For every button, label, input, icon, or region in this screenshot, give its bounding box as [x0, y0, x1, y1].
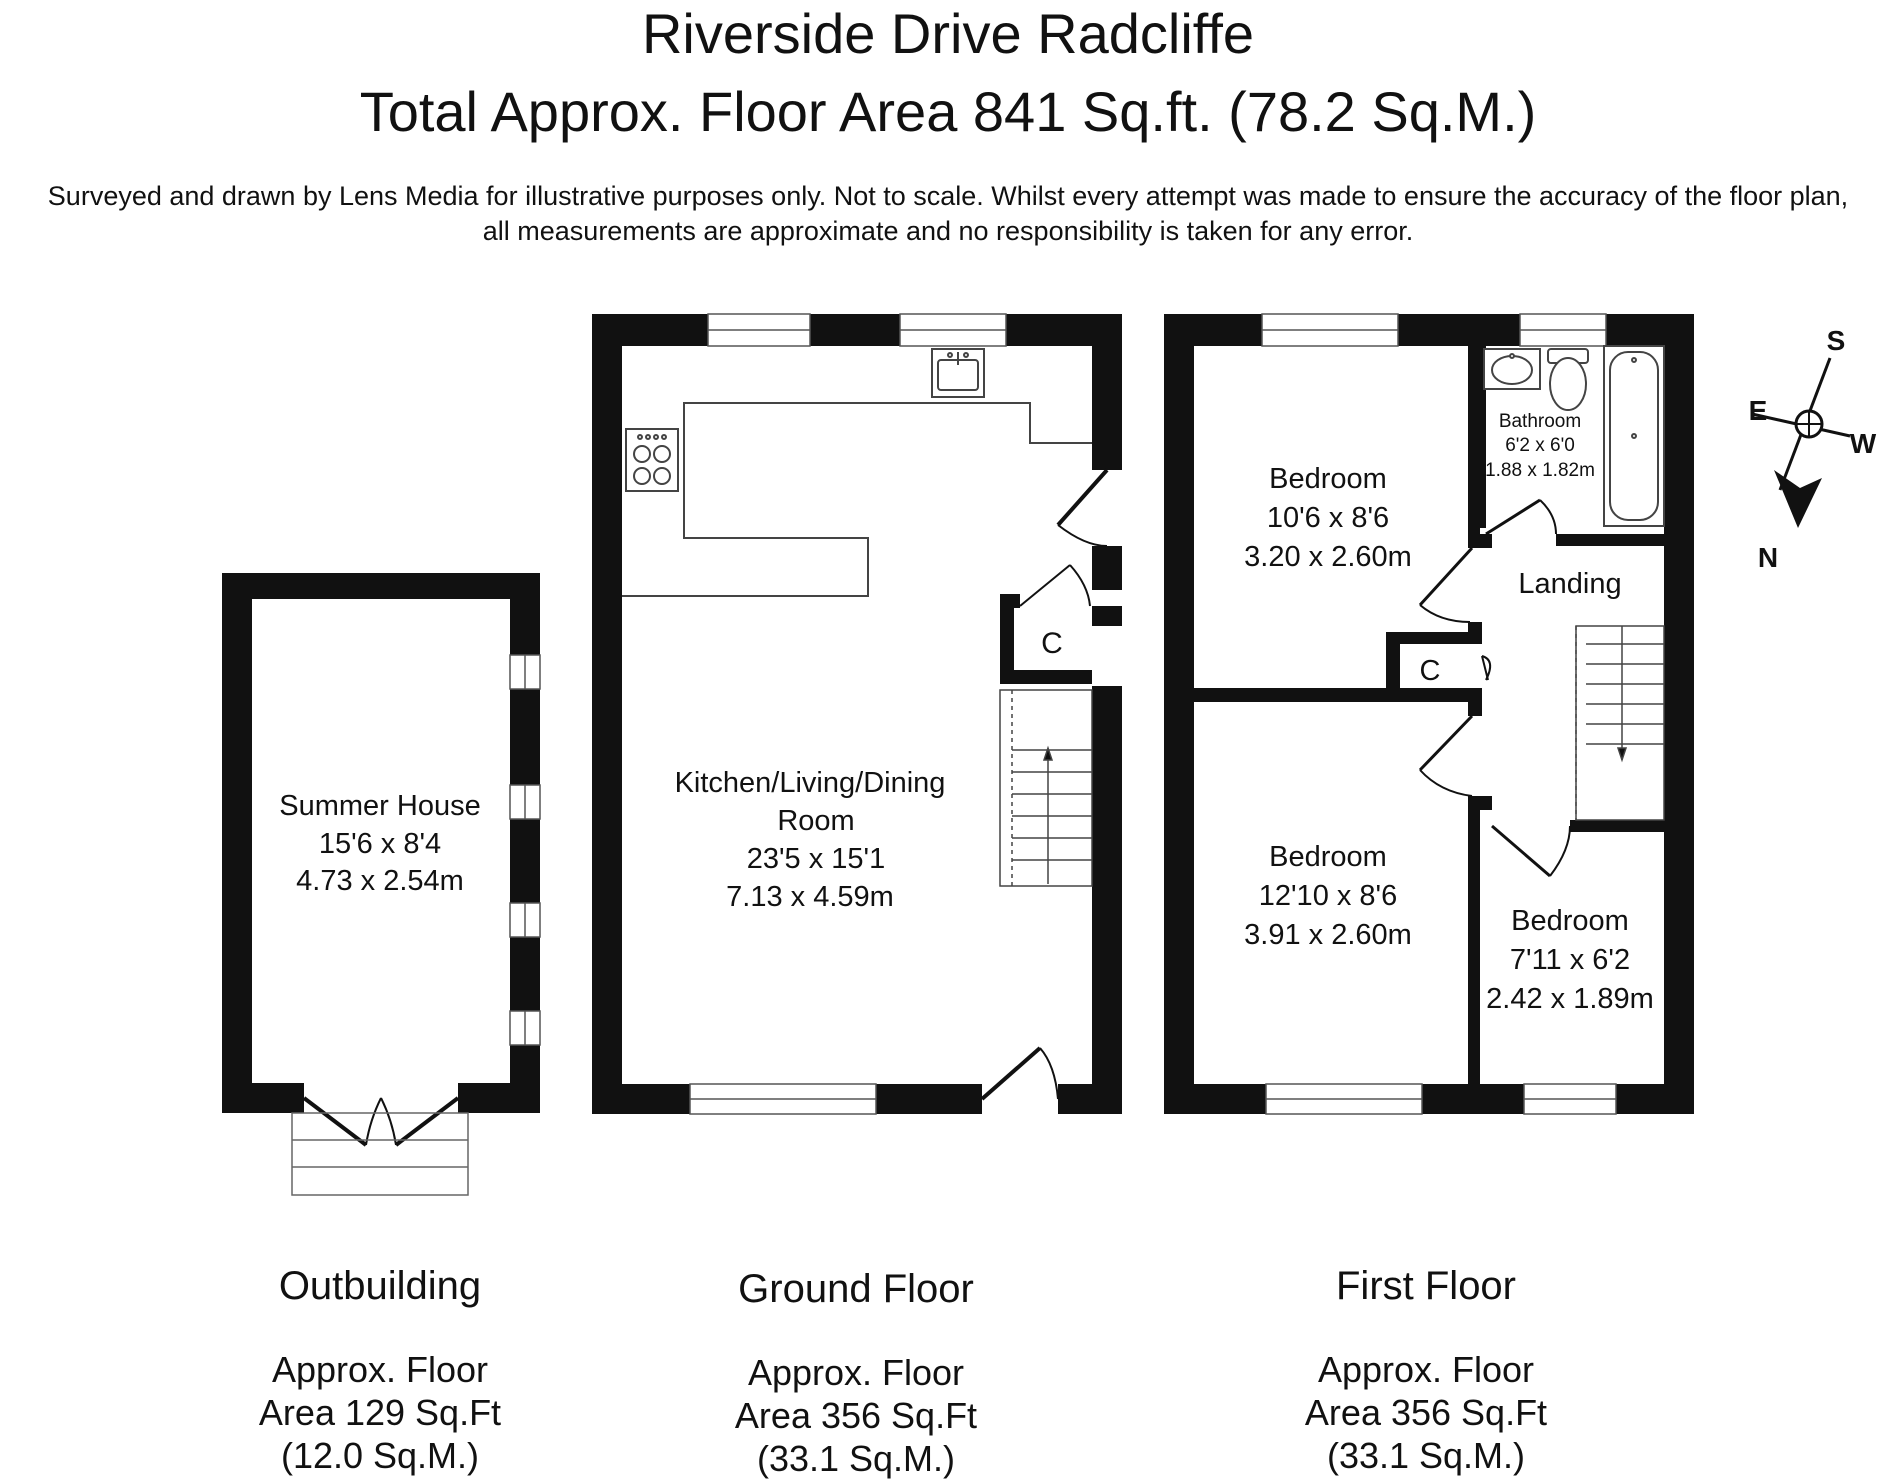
kitchen-imperial: 23'5 x 15'1: [746, 843, 886, 875]
area-line: Area 356 Sq.Ft: [734, 1395, 978, 1437]
cupboard-label: C: [1041, 627, 1063, 660]
north-arrow-icon: [1774, 470, 1822, 528]
bedroom-small-metric: 2.42 x 1.89m: [1486, 983, 1654, 1015]
toilet-icon: [1548, 349, 1588, 410]
hob-icon: [626, 429, 678, 491]
kitchen-metric: 7.13 x 4.59m: [726, 881, 894, 913]
compass-south: S: [1826, 325, 1846, 356]
outbuilding-caption: [200, 1262, 560, 1478]
bathroom-imperial: 6'2 x 6'0: [1505, 435, 1575, 456]
disclaimer-line-2: all measurements are approximate and no responsibility is taken for any error.: [482, 216, 1414, 246]
outbuilding-plan: [222, 573, 540, 1195]
sink-icon: [932, 349, 984, 397]
compass-west: W: [1849, 428, 1877, 459]
first-floor-plan: [1164, 314, 1694, 1114]
area-line: Approx. Floor: [1317, 1349, 1535, 1390]
ground-floor-caption: [676, 1265, 1036, 1481]
ground-floor-plan: [592, 314, 1122, 1114]
compass-north: N: [1757, 542, 1779, 573]
bathroom-door: [1486, 500, 1556, 534]
first-floor-caption: [1246, 1262, 1606, 1478]
window: [1520, 314, 1606, 346]
cupboard-door: [1020, 565, 1090, 606]
bedroom-small-imperial: 7'11 x 6'2: [1509, 944, 1631, 976]
window: [510, 655, 540, 689]
window: [900, 314, 1006, 346]
staircase: [1576, 626, 1664, 820]
window: [1266, 1084, 1422, 1114]
plan-title: Riverside Drive Radcliffe: [641, 2, 1255, 65]
double-door: [304, 1098, 458, 1145]
bedroom-rear-label: Bedroom: [1269, 841, 1387, 873]
bedroom-front-label: Bedroom: [1269, 463, 1387, 495]
floor-name: Ground Floor: [738, 1267, 974, 1311]
summer-house-imperial: 15'6 x 8'4: [318, 828, 442, 860]
bedroom-front-metric: 3.20 x 2.60m: [1244, 541, 1412, 573]
bedroom-door: [1492, 826, 1570, 876]
landing-label: Landing: [1518, 568, 1622, 600]
bedroom-rear-imperial: 12'10 x 8'6: [1258, 880, 1398, 912]
kitchen-worktop: [622, 403, 1092, 596]
window: [690, 1084, 876, 1114]
window: [510, 903, 540, 937]
bathroom-label: Bathroom: [1498, 411, 1582, 432]
compass-east: E: [1748, 395, 1768, 426]
summer-house-metric: 4.73 x 2.54m: [296, 865, 464, 897]
staircase: [1000, 690, 1092, 886]
window: [510, 785, 540, 819]
cupboard-door: [1482, 656, 1490, 680]
window: [708, 314, 810, 346]
side-door: [1058, 470, 1107, 546]
bedroom-rear-metric: 3.91 x 2.60m: [1244, 919, 1412, 951]
basin-icon: [1484, 349, 1540, 389]
floor-name: Outbuilding: [278, 1264, 482, 1308]
area-line: Approx. Floor: [271, 1349, 489, 1390]
floor-name: First Floor: [1336, 1264, 1516, 1308]
bedroom-small-label: Bedroom: [1511, 905, 1629, 937]
entrance-steps: [292, 1113, 468, 1195]
area-line: Area 129 Sq.Ft: [258, 1392, 502, 1434]
window: [510, 1011, 540, 1045]
bathroom-metric: 1.88 x 1.82m: [1485, 460, 1595, 481]
kitchen-label-line-2: Room: [777, 805, 855, 837]
summer-house-label: Summer House: [279, 790, 481, 822]
area-line: Approx. Floor: [747, 1352, 965, 1393]
area-line: Area 356 Sq.Ft: [1304, 1392, 1548, 1434]
window: [1524, 1084, 1616, 1114]
front-door: [982, 1048, 1058, 1099]
bath-icon: [1604, 346, 1664, 526]
compass-rose: [1749, 325, 1877, 573]
cupboard-label: C: [1419, 655, 1441, 687]
window: [1262, 314, 1398, 346]
total-area-heading: Total Approx. Floor Area 841 Sq.ft. (78.2 Sq.M.): [359, 80, 1537, 143]
bedroom-door: [1420, 548, 1472, 622]
disclaimer-line-1: Surveyed and drawn by Lens Media for illustrative purposes only. Not to scale. Whilst every attempt was made to ensure the accuracy of the floor plan,: [47, 181, 1849, 211]
area-line: (12.0 Sq.M.): [280, 1435, 480, 1477]
kitchen-label-line-1: Kitchen/Living/Dining: [674, 767, 946, 799]
bedroom-door: [1420, 716, 1472, 796]
bedroom-front-imperial: 10'6 x 8'6: [1266, 502, 1390, 534]
area-line: (33.1 Sq.M.): [1326, 1435, 1526, 1477]
area-line: (33.1 Sq.M.): [756, 1438, 956, 1480]
